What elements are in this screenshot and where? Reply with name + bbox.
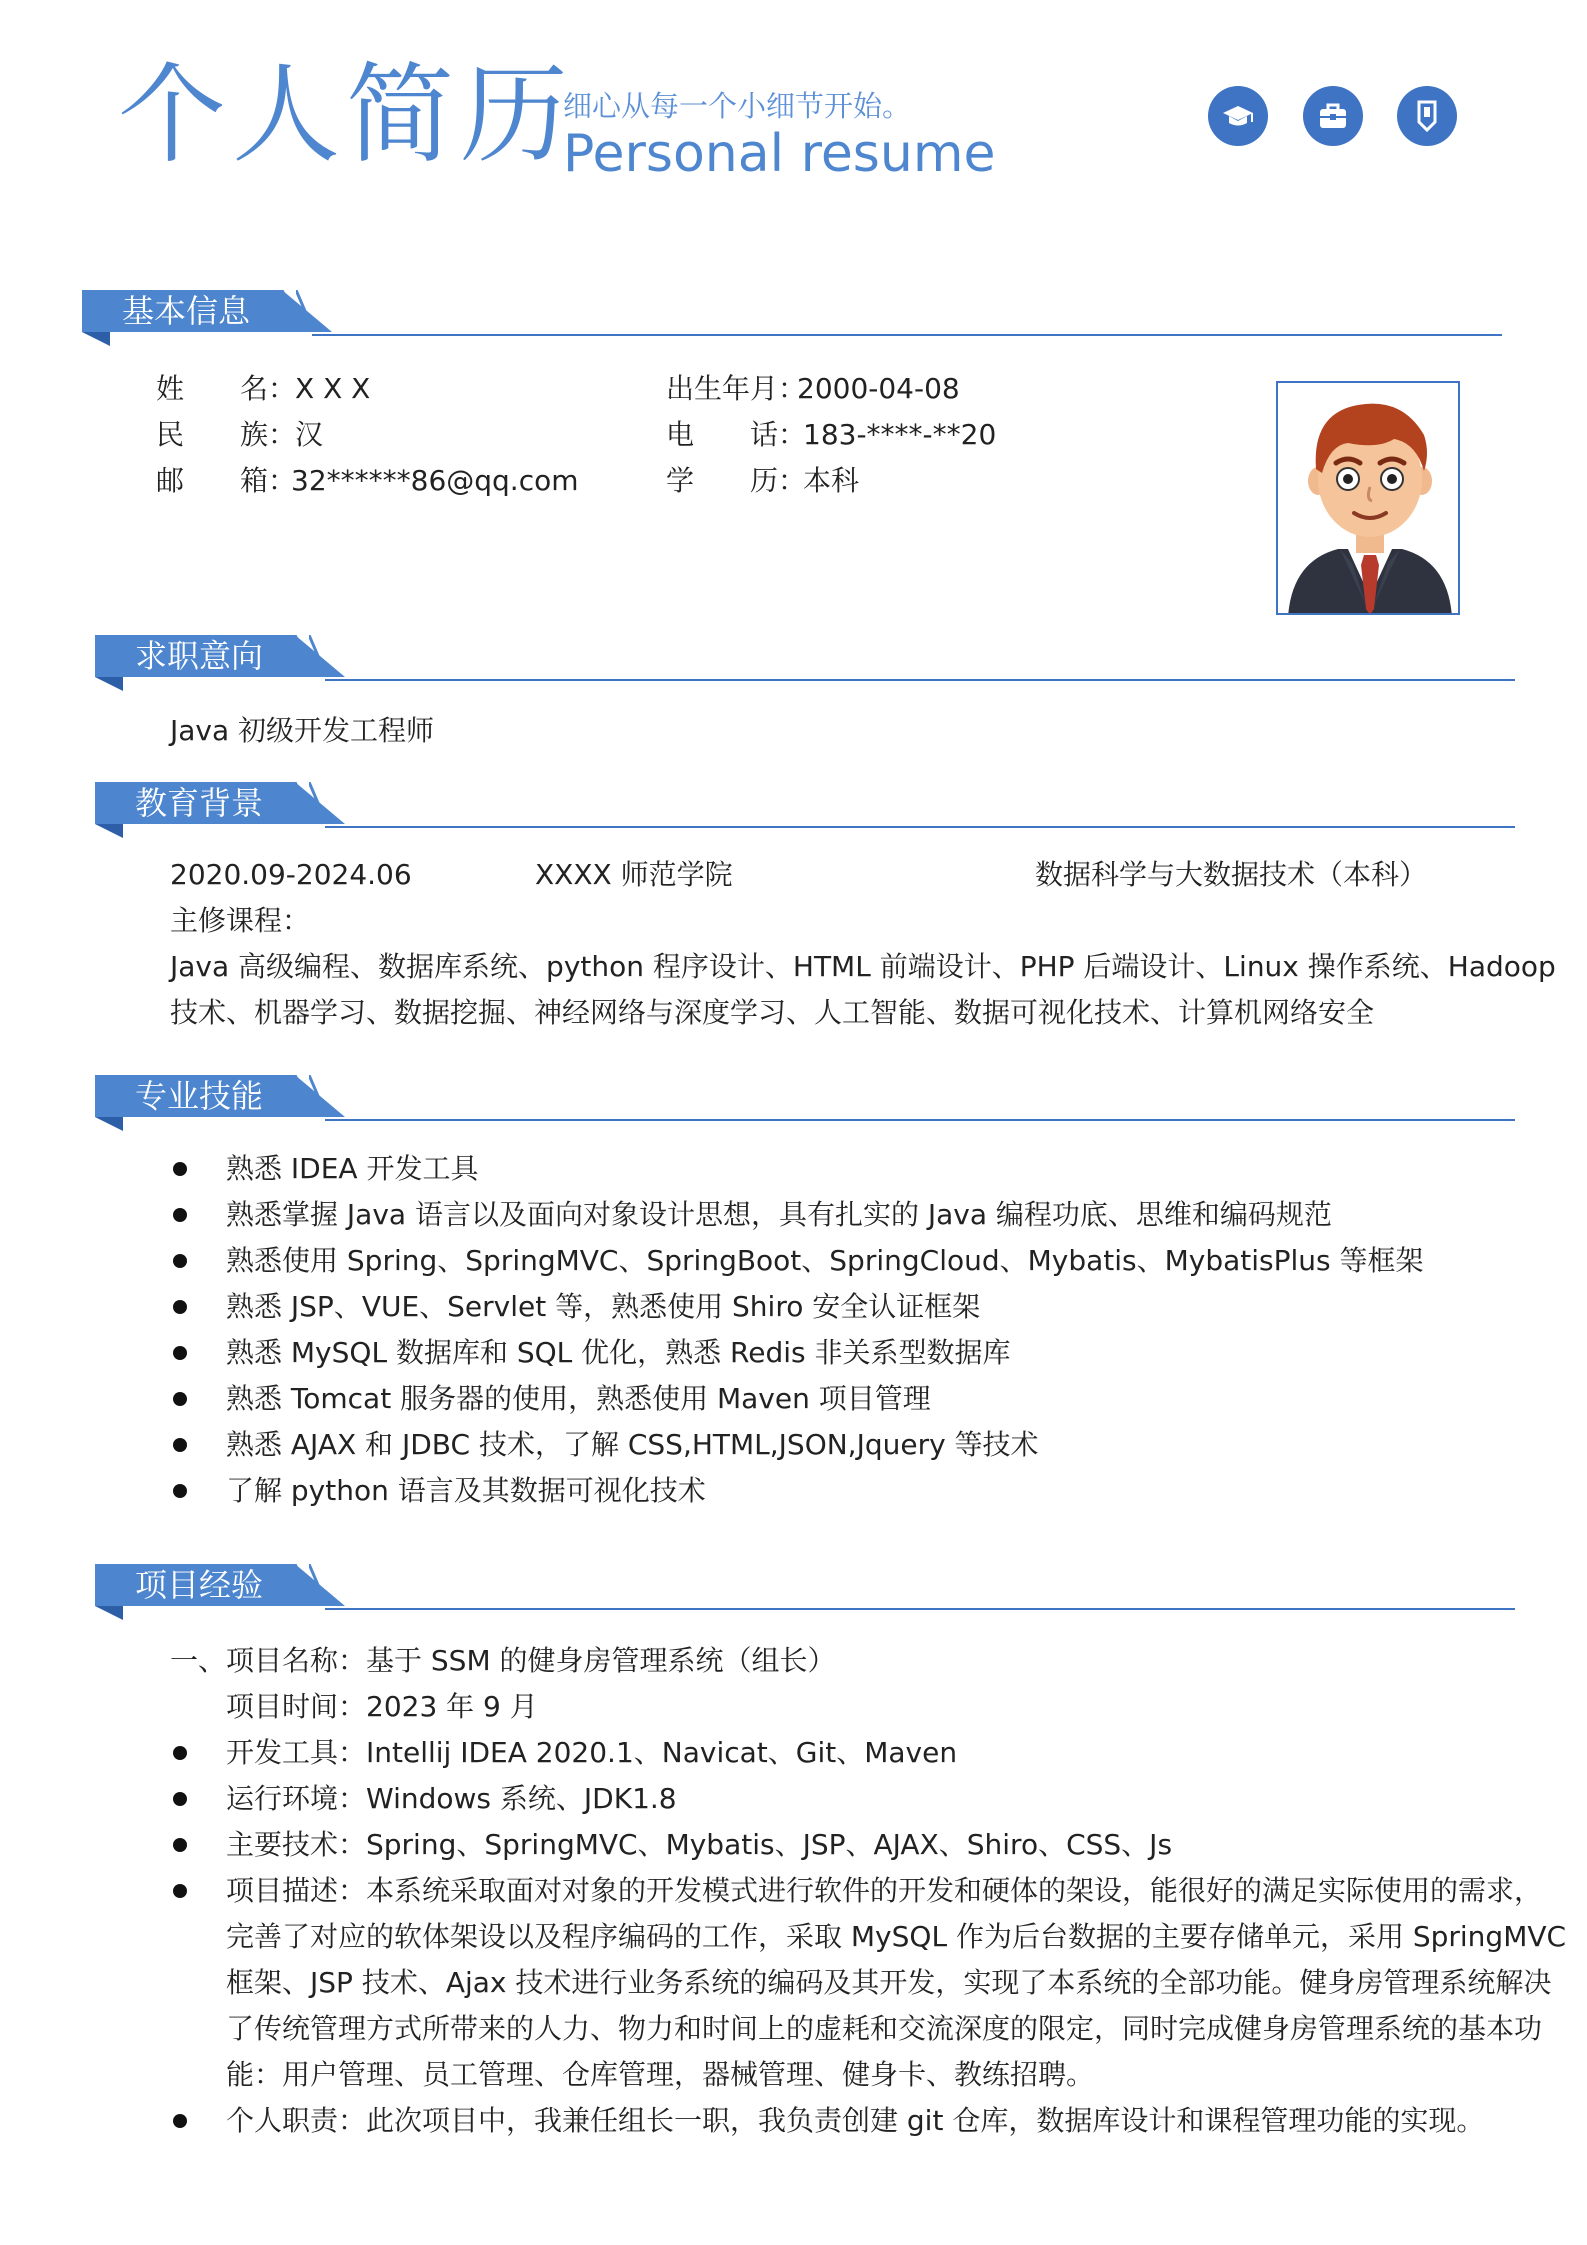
project-time: 项目时间：2023 年 9 月 [226, 1690, 538, 1723]
skill-item: 熟悉使用 Spring、SpringMVC、SpringBoot、SpringCloud、Mybatis、MybatisPlus 等框架 [226, 1244, 1424, 1277]
avatar [1276, 381, 1460, 615]
bullet-dot [173, 1162, 187, 1176]
skill-item: 熟悉掌握 Java 语言以及面向对象设计思想，具有扎实的 Java 编程功底、思维和编码规范 [226, 1198, 1332, 1231]
badge-icon [1397, 86, 1457, 146]
bullet-dot [173, 1254, 187, 1268]
resume-title-en: Personal resume [563, 124, 996, 184]
briefcase-icon [1303, 86, 1363, 146]
ethnicity-value: 汉 [295, 418, 324, 451]
bullet-dot [173, 1484, 187, 1498]
email-label: 邮 箱： [156, 464, 297, 497]
education-value: 本科 [803, 464, 860, 497]
project-duty: 个人职责：此次项目中，我兼任组长一职，我负责创建 git 仓库，数据库设计和课程管理功能的实现。 [226, 2104, 1485, 2137]
courses-line: 技术、机器学习、数据挖掘、神经网络与深度学习、人工智能、数据可视化技术、计算机网络安全 [170, 996, 1375, 1029]
section-title: 专业技能 [135, 1077, 264, 1115]
education-school: XXXX 师范学院 [535, 858, 733, 891]
graduation-cap-icon [1208, 86, 1268, 146]
bullet-dot [173, 1746, 187, 1760]
skill-item: 熟悉 MySQL 数据库和 SQL 优化，熟悉 Redis 非关系型数据库 [226, 1336, 1011, 1369]
project-description-line: 能：用户管理、员工管理、仓库管理，器械管理、健身卡、教练招聘。 [226, 2058, 1095, 2091]
courses-label: 主修课程： [170, 904, 311, 937]
email-value: 32******86@qq.com [291, 464, 579, 497]
bullet-dot [173, 1838, 187, 1852]
project-title: 一、项目名称：基于 SSM 的健身房管理系统（组长） [170, 1644, 836, 1677]
resume-title-cn: 个人简历 [118, 53, 575, 178]
bullet-dot [173, 1300, 187, 1314]
resume-slogan: 细心从每一个小细节开始。 [563, 89, 912, 123]
project-tools: 开发工具：Intellij IDEA 2020.1、Navicat、Git、Maven [226, 1736, 958, 1769]
skill-item: 了解 python 语言及其数据可视化技术 [226, 1474, 706, 1507]
name-value: X X X [295, 372, 371, 405]
skill-item: 熟悉 Tomcat 服务器的使用，熟悉使用 Maven 项目管理 [226, 1382, 931, 1415]
project-environment: 运行环境：Windows 系统、JDK1.8 [226, 1782, 677, 1815]
ethnicity-label: 民 族： [156, 418, 297, 451]
bullet-dot [173, 1438, 187, 1452]
bullet-dot [173, 1392, 187, 1406]
courses-line: Java 高级编程、数据库系统、python 程序设计、HTML 前端设计、PHP 后端设计、Linux 操作系统、Hadoop [170, 950, 1556, 983]
skill-item: 熟悉 JSP、VUE、Servlet 等，熟悉使用 Shiro 安全认证框架 [226, 1290, 981, 1323]
bullet-dot [173, 1208, 187, 1222]
education-major: 数据科学与大数据技术（本科） [1035, 858, 1428, 891]
objective-text: Java 初级开发工程师 [170, 714, 435, 747]
project-description-line: 项目描述：本系统采取面对对象的开发模式进行软件的开发和硬体的架设，能很好的满足实际使用的需求， [226, 1874, 1543, 1907]
phone-label: 电 话： [666, 418, 807, 451]
skill-item: 熟悉 IDEA 开发工具 [226, 1152, 479, 1185]
bullet-dot [173, 1792, 187, 1806]
education-period: 2020.09-2024.06 [170, 858, 412, 891]
skill-item: 熟悉 AJAX 和 JDBC 技术，了解 CSS,HTML,JSON,Jquery 等技术 [226, 1428, 1039, 1461]
birth-value: 2000-04-08 [797, 372, 960, 405]
section-objective [95, 635, 1515, 691]
section-title: 求职意向 [135, 637, 264, 675]
project-description-line: 了传统管理方式所带来的人力、物力和时间上的虚耗和交流深度的限定，同时完成健身房管理系统的基本功 [226, 2012, 1543, 2045]
section-title: 基本信息 [122, 292, 251, 330]
project-description-line: 框架、JSP 技术、Ajax 技术进行业务系统的编码及其开发，实现了本系统的全部功能。健身房管理系统解决 [226, 1966, 1552, 1999]
project-description-line: 完善了对应的软体架设以及程序编码的工作，采取 MySQL 作为后台数据的主要存储单元，采用 SpringMVC [226, 1920, 1567, 1953]
bullet-dot [173, 1884, 187, 1898]
birth-label: 出生年月： [666, 372, 807, 405]
bullet-dot [173, 2114, 187, 2128]
section-education [95, 782, 1515, 838]
section-basic-info [82, 290, 1502, 346]
section-title: 项目经验 [135, 1566, 264, 1604]
section-projects [95, 1564, 1515, 1620]
section-title: 教育背景 [135, 784, 264, 822]
project-tech: 主要技术：Spring、SpringMVC、Mybatis、JSP、AJAX、Shiro、CSS、Js [226, 1828, 1173, 1861]
section-skills [95, 1075, 1515, 1131]
education-label: 学 历： [666, 464, 807, 497]
bullet-dot [173, 1346, 187, 1360]
phone-value: 183-****-**20 [803, 418, 997, 451]
name-label: 姓 名： [156, 372, 297, 405]
